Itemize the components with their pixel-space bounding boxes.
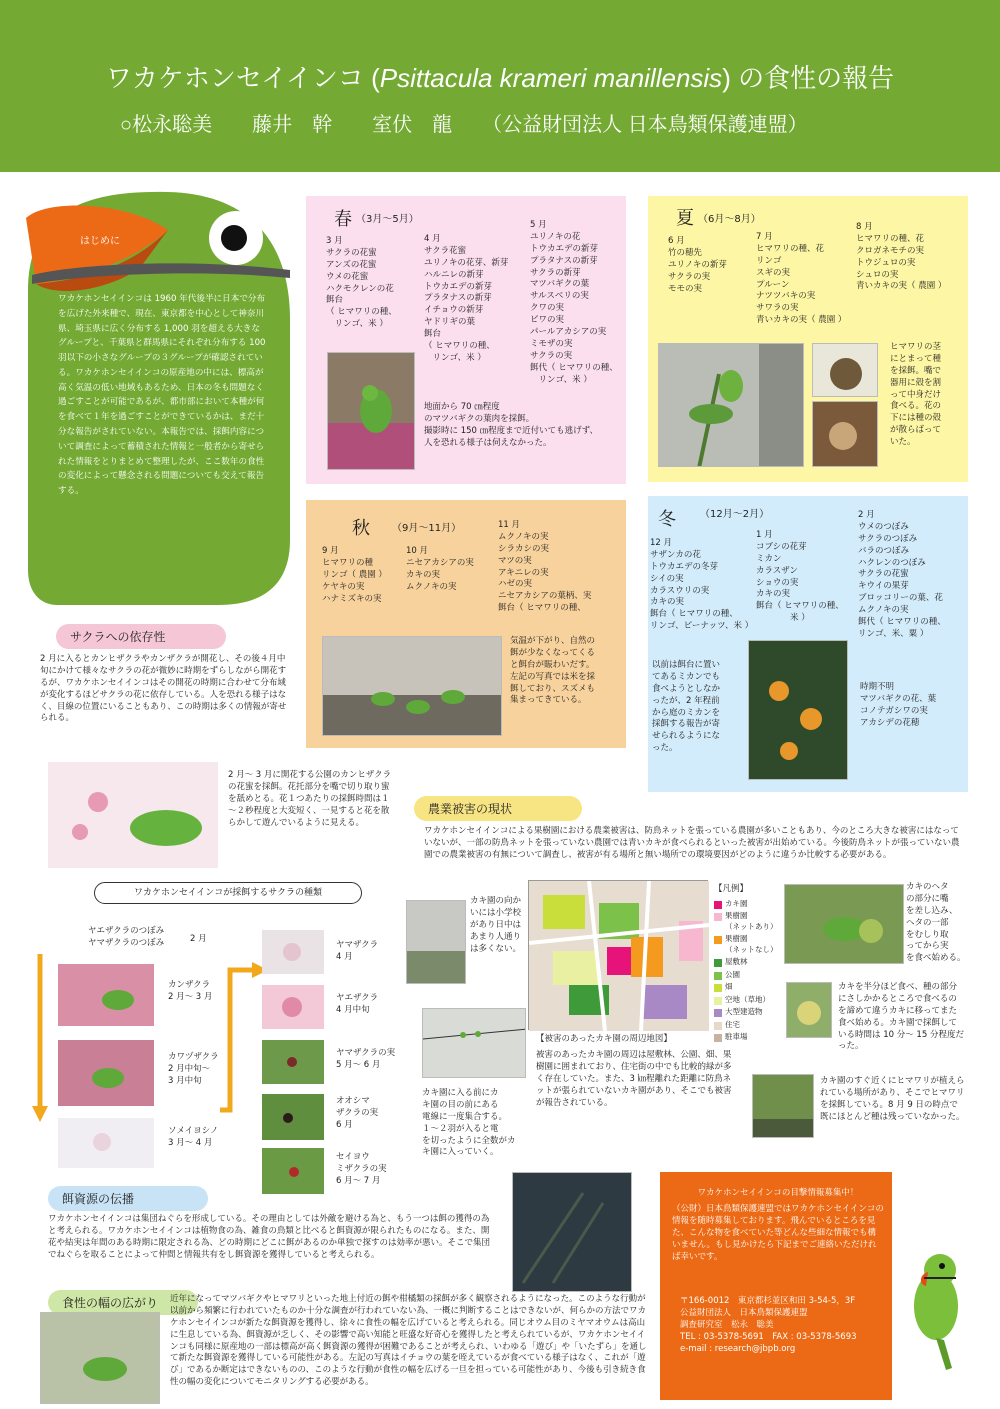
spring-title: 春 bbox=[334, 209, 352, 230]
sakura-photo-caption: 2 月～ 3 月に開花する公園のカンヒザクラの花蜜を採餌。花托部分を嘴で切り取り蜜を舐めとる。花１つあたりの採餌時間は１～２秒程度と大変短く、一見すると花を散らかして遊んでいるように見える。 bbox=[228, 770, 392, 828]
resource-branch-photo bbox=[512, 1172, 632, 1292]
agri-half-kaki-photo bbox=[786, 982, 832, 1038]
summer-range: （6月～8月） bbox=[698, 214, 761, 225]
spring-parrot-photo bbox=[327, 352, 415, 470]
legend-label: 空地（草地） bbox=[725, 994, 770, 1004]
winter-range: （12月～2月） bbox=[700, 509, 770, 520]
breadth-heading: 食性の幅の広がり bbox=[48, 1290, 198, 1315]
contact-parrot-graphic bbox=[894, 1248, 970, 1372]
summer-title: 夏 bbox=[676, 208, 694, 229]
legend-label: 屋敷林 bbox=[725, 957, 748, 967]
legend-swatch bbox=[714, 936, 722, 944]
breadth-body: 近年になってマツバギクやヒマワリといった地上付近の餌や柑橘類の採餌が多く観察されるようになった。このような行動が以前から頻繁に行われていたものか十分な調査が行われていない為、一概に判断することはできないが、何らかの方法でワカケホンセイインコが新たな餌資源を獲得し、徐々に食性の幅を広げていると考えられる。同じオウム目のミヤマオウムは高山に生息している為、餌資源が乏しく、その影響で高い知能と旺盛な好奇心を獲得したと考えられているが、ワカケホンセイインコも同様に原産地の一部は標高が高く餌資源の獲得が困難であることが考えられ、いわゆる「遊び」や「いたずら」を通して新たな餌資源を獲得している可能性がある。左記の写真はイチョウの葉を咥えているが食べている様子はなく、これが「遊び」であるか断定はできないものの、このような行動が食性の幅を広げる一旦を担っている可能性があり、今後も引き続き食性の幅の変化についてモニタリングする必要がある。 bbox=[170, 1294, 647, 1388]
legend-swatch bbox=[714, 959, 722, 967]
autumn-feeder-photo bbox=[322, 636, 502, 736]
winter-january: 1 月 コブシの花芽 ミカン カラスザン ショウの実 カキの実 餌台（ ヒマワリの種、 米 ） bbox=[756, 530, 844, 624]
legend-swatch bbox=[714, 1022, 722, 1030]
legend-label: 住宅 bbox=[725, 1019, 740, 1029]
sakura-right-3: ヤマザクラの実 5 月～ 6 月 bbox=[336, 1048, 396, 1070]
winter-note: 以前は餌台に置い てあるミカンでも 食べようとしなか ったが、2 年程前 から庭のミカンを 採餌する報告が寄 せられるようにな った。 bbox=[652, 660, 721, 754]
sakura-oshima-fruit-photo bbox=[262, 1094, 324, 1140]
intro-heading: はじめに bbox=[80, 236, 120, 247]
authors: ○松永聡美 藤井 幹 室伏 龍 （公益財団法人 日本鳥類保護連盟） bbox=[120, 114, 808, 136]
agri-calyx-photo bbox=[784, 884, 904, 964]
legend-swatch bbox=[714, 901, 722, 909]
agri-legend-title: 【凡例】 bbox=[714, 884, 749, 894]
sakura-kanzakura-photo bbox=[58, 964, 154, 1026]
legend-item bbox=[714, 1020, 780, 1031]
contact-title: ワカケホンセイインコの目撃情報募集中！ bbox=[697, 1188, 859, 1198]
poster-title: ワカケホンセイインコ (Psittacula krameri manillensis) の食性の報告 bbox=[105, 63, 895, 93]
autumn-november: 11 月 ムクノキの実 シラカシの実 マツの実 アキニレの実 ハゼの実 ニセアカシアの葉柄、実 餌台（ ヒマワリの種、 bbox=[498, 520, 592, 614]
legend-item bbox=[714, 970, 780, 981]
autumn-october: 10 月 ニセアカシアの実 カキの実 ムクノキの実 bbox=[406, 546, 474, 592]
sakura-left-2: カワヅザクラ 2 月中旬～ 3 月中旬 bbox=[168, 1052, 219, 1086]
intro-body: ワカケホンセイインコは 1960 年代後半に日本で分布を広げた外来種で、現在、東京都を中心として神奈川県、埼玉県に広く分布する 1,000 羽を超える大きなグループと、千葉県と群馬県にそれぞれ分布する 100 羽以下の小さなグループの３グループが確認されている。ワカケホンセイインコの原産地の中には、標高が高く気温の低い地域もあるため、日本の冬も問題なく過ごすことが可能であるが、都市部において本種が何を食べて１年を過ごすことができているかは、まだ十分な報告がされていない。本報告では、採餌内容について調査によって蓄積された情報と一般者から寄せられた情報をとりまとめて整理したが、ここ数年の食性の変化によって懸念される問題についても交えて報告する。 bbox=[58, 294, 266, 497]
legend-item bbox=[714, 934, 780, 955]
breadth-ginkgo-photo bbox=[40, 1312, 160, 1404]
legend-label: 駐車場 bbox=[725, 1032, 748, 1042]
winter-unknown: 時期不明 マツバギクの花、葉 コノテガシワの実 アカシデの花穂 bbox=[860, 682, 937, 728]
legend-item bbox=[714, 899, 780, 910]
summer-note: ヒマワリの茎 にとまって種 を採餌。嘴で 器用に殻を割 って中身だけ 食べる。花の 下には種の殻 が散らばって いた。 bbox=[890, 342, 942, 448]
summer-august: 8 月 ヒマワリの種、花 クロガネモチの実 トウジュロの実 シュロの実 青いカキの実（ 農園 ） bbox=[856, 222, 947, 292]
agri-wire-note: カキ園に入る前にカ キ園の目の前にある 電線に一度集合する。 １～２羽が入ると電 を切ったように全数がカ キ園に入っていく。 bbox=[422, 1088, 516, 1158]
autumn-note: 気温が下がり、自然の 餌が少なくなってくる と餌台が賑わいだす。 左記の写真では米を採 餌しており、スズメも 集まってきている。 bbox=[510, 636, 596, 706]
agri-map-caption: 【被害のあったカキ園の周辺地図】 bbox=[536, 1034, 672, 1044]
agri-school-photo bbox=[406, 900, 466, 984]
sakura-heading: サクラへの依存性 bbox=[56, 624, 226, 649]
resource-body: ワカケホンセイインコは集団ねぐらを形成している。その理由としては外敵を避ける為と、もう一つは餌の獲得の為と考えられる。ワカケホンセイインコは植物食の為、雑食の鳥類と比べると餌資源が限られたものになる。また、開花や結実は年間のある時期に限定される為、どの時期にどこに餌があるのか単独で探すのは効率が悪い。そこで集団でねぐらを取ることによって仲間と情報共有をし餌資源を獲得していると考えられる。 bbox=[48, 1214, 491, 1260]
agri-body: ワカケホンセイインコによる果樹園における農業被害は、防鳥ネットを張っている農園が多いこともあり、今のところ大きな被害にはなっていないが、一部の防鳥ネットを張っていない農園では青いカキが食べられるといった被害が出始めている。今後防鳥ネットが張っていない農園での農業被害の有無について調査し、被害が有る場所と無い場所での環境要因がどのように違うか比較する必要がある。 bbox=[424, 826, 960, 860]
contact-address: 〒166-0012 東京都杉並区和田 3-54-5，3F 公益財団法人 日本鳥類保護連盟 調査研究室 松永 聡美 TEL : 03-5378-5691 FAX : 03-5378-5693 e-mail : research@jbpb.org bbox=[680, 1296, 857, 1354]
legend-item bbox=[714, 995, 780, 1006]
spring-note: 地面から 70 ㎝程度 のマツバギクの葉肉を採餌。 撮影時に 150 ㎝程度まで近付いても逃げず、 人を恐れる様子は伺えなかった。 bbox=[424, 402, 598, 448]
legend-label: 大型建造物 bbox=[725, 1007, 763, 1017]
legend-swatch bbox=[714, 997, 722, 1005]
agri-wire-photo bbox=[422, 1008, 526, 1078]
sakura-right-1: ヤマザクラ 4 月 bbox=[336, 940, 379, 962]
autumn-title: 秋 bbox=[352, 518, 370, 539]
legend-swatch bbox=[714, 1009, 722, 1017]
winter-december: 12 月 サザンカの花 トウカエデの冬芽 シイの実 カラスウリの実 カキの実 餌台（ ヒマワリの種、 リンゴ、ピーナッツ、米 ） bbox=[650, 538, 754, 632]
sakura-yamazakura-fruit-photo bbox=[262, 1040, 324, 1084]
legend-item bbox=[714, 957, 780, 968]
legend-item bbox=[714, 1007, 780, 1018]
sakura-left-3: ソメイヨシノ 3 月～ 4 月 bbox=[168, 1126, 219, 1148]
sakura-yamazakura-photo bbox=[262, 930, 324, 974]
legend-label: 果樹園 （ネットあり） bbox=[725, 911, 778, 931]
sakura-someiyoshino-photo bbox=[58, 1118, 154, 1168]
spring-may: 5 月 ユリノキの花 トウカエデの新芽 プラタナスの新芽 サクラの新芽 マツバギクの葉 サルスベリの実 クワの実 ビワの実 パールアカシアの実 ミモザの実 サクラの実 餌代（ ヒマワリの種、 リンゴ、米 ） bbox=[530, 220, 618, 385]
legend-item bbox=[714, 1032, 780, 1043]
legend-item bbox=[714, 982, 780, 993]
summer-ground-photo bbox=[812, 401, 878, 467]
agri-heading: 農業被害の現状 bbox=[414, 796, 582, 821]
contact-body: （公財）日本鳥類保護連盟ではワカケホンセイインコの情報を随時募集しております。飛んでいるところを見た、こんな物を食べていた等どんな些細な情報でも構いません。もし見かけたら下記までご連絡いただければ幸いです。 bbox=[672, 1204, 884, 1262]
spring-march: 3 月 サクラの花蜜 アンズの花蜜 ウメの花蜜 ハクモクレンの花 餌台 （ ヒマワリの種、 リンゴ、米 ） bbox=[326, 236, 397, 330]
sakura-kawazu-photo bbox=[58, 1040, 154, 1106]
autumn-range: （9月～11月） bbox=[392, 523, 462, 534]
legend-swatch bbox=[714, 913, 722, 921]
summer-sunflower-photo bbox=[658, 343, 804, 467]
spring-april: 4 月 サクラ花蜜 ユリノキの花芽、新芽 ハルニレの新芽 トウカエデの新芽 プラタナスの新芽 イチョウの新芽 ヤドリギの葉 餌台 （ ヒマワリの種、 リンゴ、米 ） bbox=[424, 234, 509, 363]
sakura-parrot-photo bbox=[48, 762, 218, 868]
agri-map-graphic bbox=[529, 881, 709, 1031]
agri-sunflower-note: カキ園のすぐ近くにヒマワリが植えられている場所があり、そこでヒマワリを採餌している。8 月 9 日の時点で既にほとんど種は残っていなかった。 bbox=[820, 1076, 965, 1122]
agri-legend-list bbox=[714, 899, 780, 1043]
legend-swatch bbox=[714, 1034, 722, 1042]
sakura-seiyou-fruit-photo bbox=[262, 1148, 324, 1194]
species-name: Psittacula krameri manillensis bbox=[379, 63, 723, 93]
agri-legend bbox=[714, 884, 780, 1045]
summer-june: 6 月 竹の穂先 ユリノキの新芽 サクラの実 モモの実 bbox=[668, 236, 727, 294]
resource-heading: 餌資源の伝播 bbox=[48, 1186, 208, 1211]
agri-calyx-note: カキのヘタ の部分に嘴 を差し込み、 ヘタの一部 をむしり取 ってから実 を食べ始める。 bbox=[906, 882, 966, 964]
legend-item bbox=[714, 911, 780, 932]
summer-seedhead-photo bbox=[812, 343, 878, 397]
sakura-right-2: ヤエザクラ 4 月中旬 bbox=[336, 993, 379, 1015]
sakura-left-1: カンザクラ 2 月～ 3 月 bbox=[168, 980, 213, 1002]
sakura-yaezakura-photo bbox=[262, 985, 324, 1029]
agri-map-text: 被害のあったカキ園の周辺は屋敷林、公園、畑、果樹園に囲まれており、住宅街の中でも比較的緑が多く存在していた。また、3 ㎞程離れた距離に防鳥ネットが張られていないカキ園があり、そこでも被害が報告されている。 bbox=[536, 1050, 732, 1108]
winter-title: 冬 bbox=[658, 509, 676, 530]
winter-february: 2 月 ウメのつぼみ サクラのつぼみ バラのつぼみ ハクレンのつぼみ サクラの花蜜 キウイの果芽 ブロッコリーの葉、花 ムクノキの実 餌代（ ヒマワリの種、 リンゴ、米、粟 ） bbox=[858, 510, 946, 639]
agri-school-note: カキ園の向か いには小学校 があり日中は あまり人通り は多くない。 bbox=[470, 896, 522, 954]
sakura-body: 2 月に入るとカンヒザクラやカンザクラが開花し、その後４月中旬にかけて様々なサクラの花が微妙に時期をずらしながら開花するが、ワカケホンセイインコはその開花の時期に合わせて分布域が変化するほどサクラの花に依存している。人を恐れる様子はなく、目線の位置にいることもあり、この時期は多くの情報が寄せられる。 bbox=[40, 654, 287, 724]
legend-swatch bbox=[714, 972, 722, 980]
autumn-september: 9 月 ヒマワリの種 リンゴ（ 農園 ） ケヤキの実 ハナミズキの実 bbox=[322, 546, 387, 604]
legend-label: 畑 bbox=[725, 982, 733, 992]
sakura-types-title: ワカケホンセイインコが採餌するサクラの種類 bbox=[94, 882, 362, 904]
agri-sunflower-photo bbox=[752, 1074, 814, 1138]
winter-mikan-photo bbox=[748, 640, 848, 780]
legend-swatch bbox=[714, 984, 722, 992]
agri-half-note: カキを半分ほど食べ、種の部分にさしかかるところで食べるのを諦めて違うカキに移ってまた食べ始める。カキ園で採餌している時間は 10 分～ 15 分程度だった。 bbox=[838, 982, 964, 1052]
legend-label: 果樹園 （ネットなし） bbox=[725, 934, 778, 954]
legend-label: カキ園 bbox=[725, 898, 748, 908]
summer-july: 7 月 ヒマワリの種、花 リンゴ スギの実 プルーン ナツツバキの実 サワラの実 青いカキの実（ 農園 ） bbox=[756, 232, 847, 326]
sakura-buds-month: 2 月 bbox=[190, 934, 207, 944]
sakura-right-5: セイヨウ ミザクラの実 6 月～ 7 月 bbox=[336, 1152, 387, 1186]
agri-map bbox=[528, 880, 708, 1030]
legend-label: 公園 bbox=[725, 969, 740, 979]
sakura-right-4: オオシマ ザクラの実 6 月 bbox=[336, 1096, 379, 1130]
spring-range: （3月～5月） bbox=[356, 214, 419, 225]
sakura-buds: ヤエザクラのつぼみ ヤマザクラのつぼみ bbox=[88, 926, 165, 948]
